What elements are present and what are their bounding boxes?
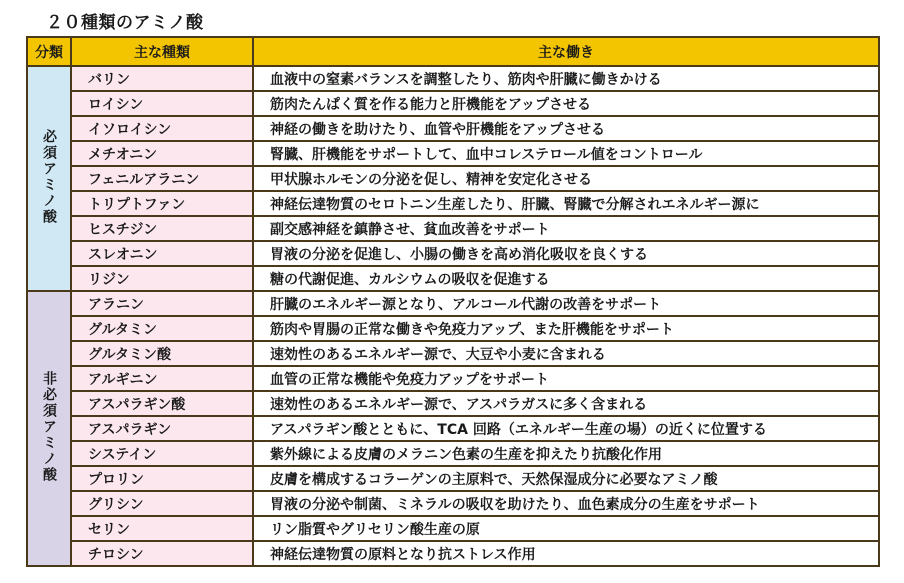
amino-acid-name: グルタミン酸 <box>71 341 253 366</box>
amino-acid-function: 神経の働きを助けたり、血管や肝機能をアップさせる <box>253 116 879 141</box>
amino-acid-function: 紫外線による皮膚のメラニン色素の生産を抑えたり抗酸化作用 <box>253 441 879 466</box>
table-row <box>27 491 879 516</box>
table-row <box>27 91 879 116</box>
amino-acid-name: アスパラギン <box>71 416 253 441</box>
amino-acid-name: システイン <box>71 441 253 466</box>
amino-acid-name: グリシン <box>71 491 253 516</box>
amino-acid-function: 糖の代謝促進、カルシウムの吸収を促進する <box>253 266 879 291</box>
amino-acid-function: 速効性のあるエネルギー源で、アスパラガスに多く含まれる <box>253 391 879 416</box>
table-row <box>27 266 879 291</box>
table-row <box>27 116 879 141</box>
amino-acid-function: 肝臓のエネルギー源となり、アルコール代謝の改善をサポート <box>253 291 879 316</box>
amino-acid-name: フェニルアラニン <box>71 166 253 191</box>
table-row <box>27 216 879 241</box>
amino-acid-name: スレオニン <box>71 241 253 266</box>
table-row <box>27 66 879 91</box>
category-label: 必須アミノ酸 <box>41 128 57 225</box>
amino-acid-function: 神経伝達物質の原料となり抗ストレス作用 <box>253 541 879 566</box>
amino-acid-name: ロイシン <box>71 91 253 116</box>
amino-acid-function: アスパラギン酸とともに、TCA 回路（エネルギー生産の場）の近くに位置する <box>253 416 879 441</box>
amino-acid-function: 胃液の分泌や制菌、ミネラルの吸収を助けたり、血色素成分の生産をサポート <box>253 491 879 516</box>
amino-acid-function: 速効性のあるエネルギー源で、大豆や小麦に含まれる <box>253 341 879 366</box>
amino-acid-function: 血管の正常な機能や免疫力アップをサポート <box>253 366 879 391</box>
amino-acid-function: リン脂質やグリセリン酸生産の原 <box>253 516 879 541</box>
amino-acid-function: 甲状腺ホルモンの分泌を促し、精神を安定化させる <box>253 166 879 191</box>
amino-acid-name: リジン <box>71 266 253 291</box>
table-row <box>27 466 879 491</box>
amino-acid-function: 神経伝達物質のセロトニン生産したり、肝臓、腎臓で分解されエネルギー源に <box>253 191 879 216</box>
table-row <box>27 341 879 366</box>
category-essential <box>27 66 71 291</box>
amino-acid-function: 筋肉や胃腸の正常な働きや免疫力アップ、また肝機能をサポート <box>253 316 879 341</box>
table-body <box>27 66 879 566</box>
table-row <box>27 516 879 541</box>
amino-acid-name: プロリン <box>71 466 253 491</box>
amino-acid-function: 筋肉たんぱく質を作る能力と肝機能をアップさせる <box>253 91 879 116</box>
table-row <box>27 141 879 166</box>
header-category: 分類 <box>27 37 71 66</box>
amino-acid-function: 血液中の窒素バランスを調整したり、筋肉や肝臓に働きかける <box>253 66 879 91</box>
header-name: 主な種類 <box>71 37 253 66</box>
amino-acid-name: イソロイシン <box>71 116 253 141</box>
amino-acid-name: アラニン <box>71 291 253 316</box>
table-row <box>27 291 879 316</box>
table-row <box>27 316 879 341</box>
table-row <box>27 541 879 566</box>
amino-acid-function: 副交感神経を鎮静させ、貧血改善をサポート <box>253 216 879 241</box>
amino-acid-name: メチオニン <box>71 141 253 166</box>
amino-acid-name: トリプトファン <box>71 191 253 216</box>
header-function: 主な働き <box>253 37 879 66</box>
amino-acid-name: グルタミン <box>71 316 253 341</box>
table-row <box>27 191 879 216</box>
amino-acid-name: バリン <box>71 66 253 91</box>
page-title: ２０種類のアミノ酸 <box>46 13 204 33</box>
category-nonessential <box>27 291 71 566</box>
amino-acid-name: アスパラギン酸 <box>71 391 253 416</box>
table-row <box>27 416 879 441</box>
amino-acid-name: アルギニン <box>71 366 253 391</box>
table-header-row <box>27 37 879 66</box>
table-row <box>27 441 879 466</box>
table-row <box>27 391 879 416</box>
amino-acid-name: セリン <box>71 516 253 541</box>
amino-acid-name: ヒスチジン <box>71 216 253 241</box>
amino-acid-table <box>26 36 880 567</box>
amino-acid-name: チロシン <box>71 541 253 566</box>
table-row <box>27 241 879 266</box>
amino-acid-function: 腎臓、肝機能をサポートして、血中コレステロール値をコントロール <box>253 141 879 166</box>
table-row <box>27 366 879 391</box>
category-label: 非必須アミノ酸 <box>41 370 57 483</box>
amino-acid-function: 皮膚を構成するコラーゲンの主原料で、天然保湿成分に必要なアミノ酸 <box>253 466 879 491</box>
table-row <box>27 166 879 191</box>
amino-acid-function: 胃液の分泌を促進し、小腸の働きを高め消化吸収を良くする <box>253 241 879 266</box>
